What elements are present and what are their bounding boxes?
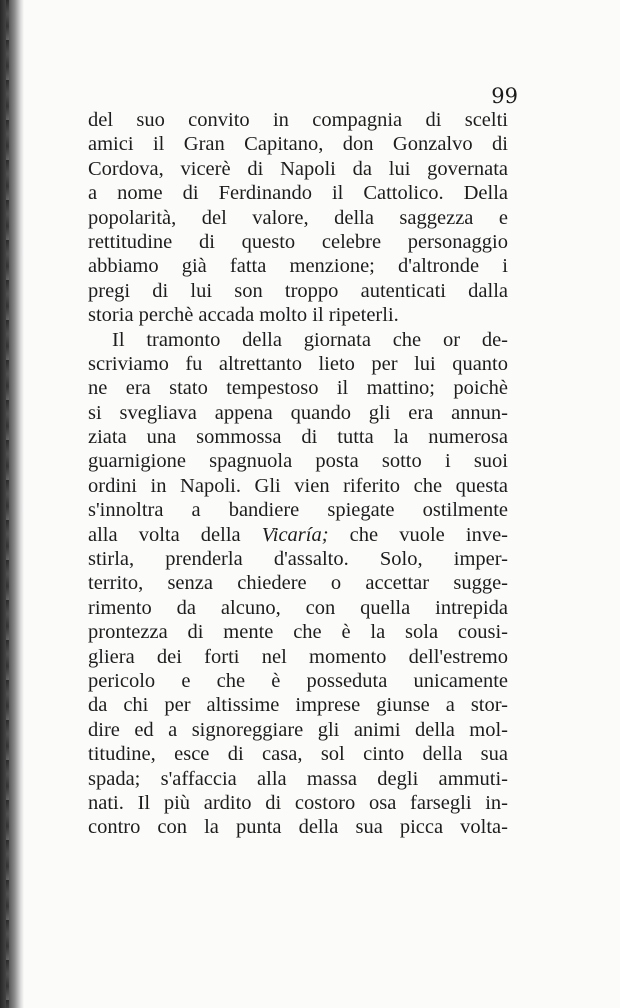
text-line: rettitudine di questo celebre personaggio: [88, 230, 508, 253]
page-number: 99: [491, 84, 518, 108]
text-line: pericolo e che è posseduta unicamente: [88, 669, 508, 692]
text-line: a nome di Ferdinando il Cattolico. Della: [88, 182, 508, 205]
text-line: rimento da alcuno, con quella intrepida: [88, 596, 508, 619]
text-line: da chi per altissime imprese giunse a stor-: [88, 694, 508, 717]
italic-place-name: Vicaría;: [261, 523, 329, 546]
text-line: spada; s'affaccia alla massa degli ammuti-: [88, 767, 508, 790]
text-line: pregi di lui son troppo autenticati dalla: [88, 279, 508, 302]
text-line: si svegliava appena quando gli era annun-: [88, 401, 508, 424]
text-line: ziata una sommossa di tutta la numerosa: [88, 426, 508, 449]
text-line: titudine, esce di casa, sol cinto della sua: [88, 743, 508, 766]
text-line: nati. Il più ardito di costoro osa farsegli in-: [88, 791, 508, 814]
text-line: abbiamo già fatta menzione; d'altronde i: [88, 255, 508, 278]
text-line: [88, 523, 508, 547]
text-line: s'innoltra a bandiere spiegate ostilmente: [88, 499, 508, 522]
text-fragment: alla volta della: [88, 523, 262, 546]
text-fragment: che vuole inve-: [328, 523, 508, 546]
text-line: del suo convito in compagnia di scelti: [88, 109, 508, 131]
text-line: ne era stato tempestoso il mattino; poichè: [88, 377, 508, 400]
text-line: amici il Gran Capitano, don Gonzalvo di: [88, 133, 508, 156]
text-line: gliera dei forti nel momento dell'estremo: [88, 645, 508, 668]
text-line: scriviamo fu altrettanto lieto per lui quanto: [88, 352, 508, 375]
text-line: stirla, prenderla d'assalto. Solo, imper-: [88, 548, 508, 571]
page-binding-edge: [0, 0, 24, 1008]
text-line: dire ed a signoreggiare gli animi della mol-: [88, 718, 508, 741]
text-line: Il tramonto della giornata che or de-: [112, 328, 508, 351]
text-line: territo, senza chiedere o accettar sugge-: [88, 572, 508, 595]
binding-shadow: [6, 0, 9, 1008]
text-line: Cordova, vicerè di Napoli da lui governata: [88, 157, 508, 180]
body-text: [88, 108, 508, 840]
text-line: contro con la punta della sua picca volta-: [88, 816, 508, 839]
text-line: ordini in Napoli. Gli vien riferito che questa: [88, 474, 508, 497]
text-line: prontezza di mente che è la sola cousi-: [88, 621, 508, 644]
text-line: guarnigione spagnuola posta sotto i suoi: [88, 450, 508, 473]
text-line: popolarità, del valore, della saggezza e: [88, 206, 508, 229]
text-line: storia perchè accada molto il ripeterli.: [88, 304, 399, 327]
